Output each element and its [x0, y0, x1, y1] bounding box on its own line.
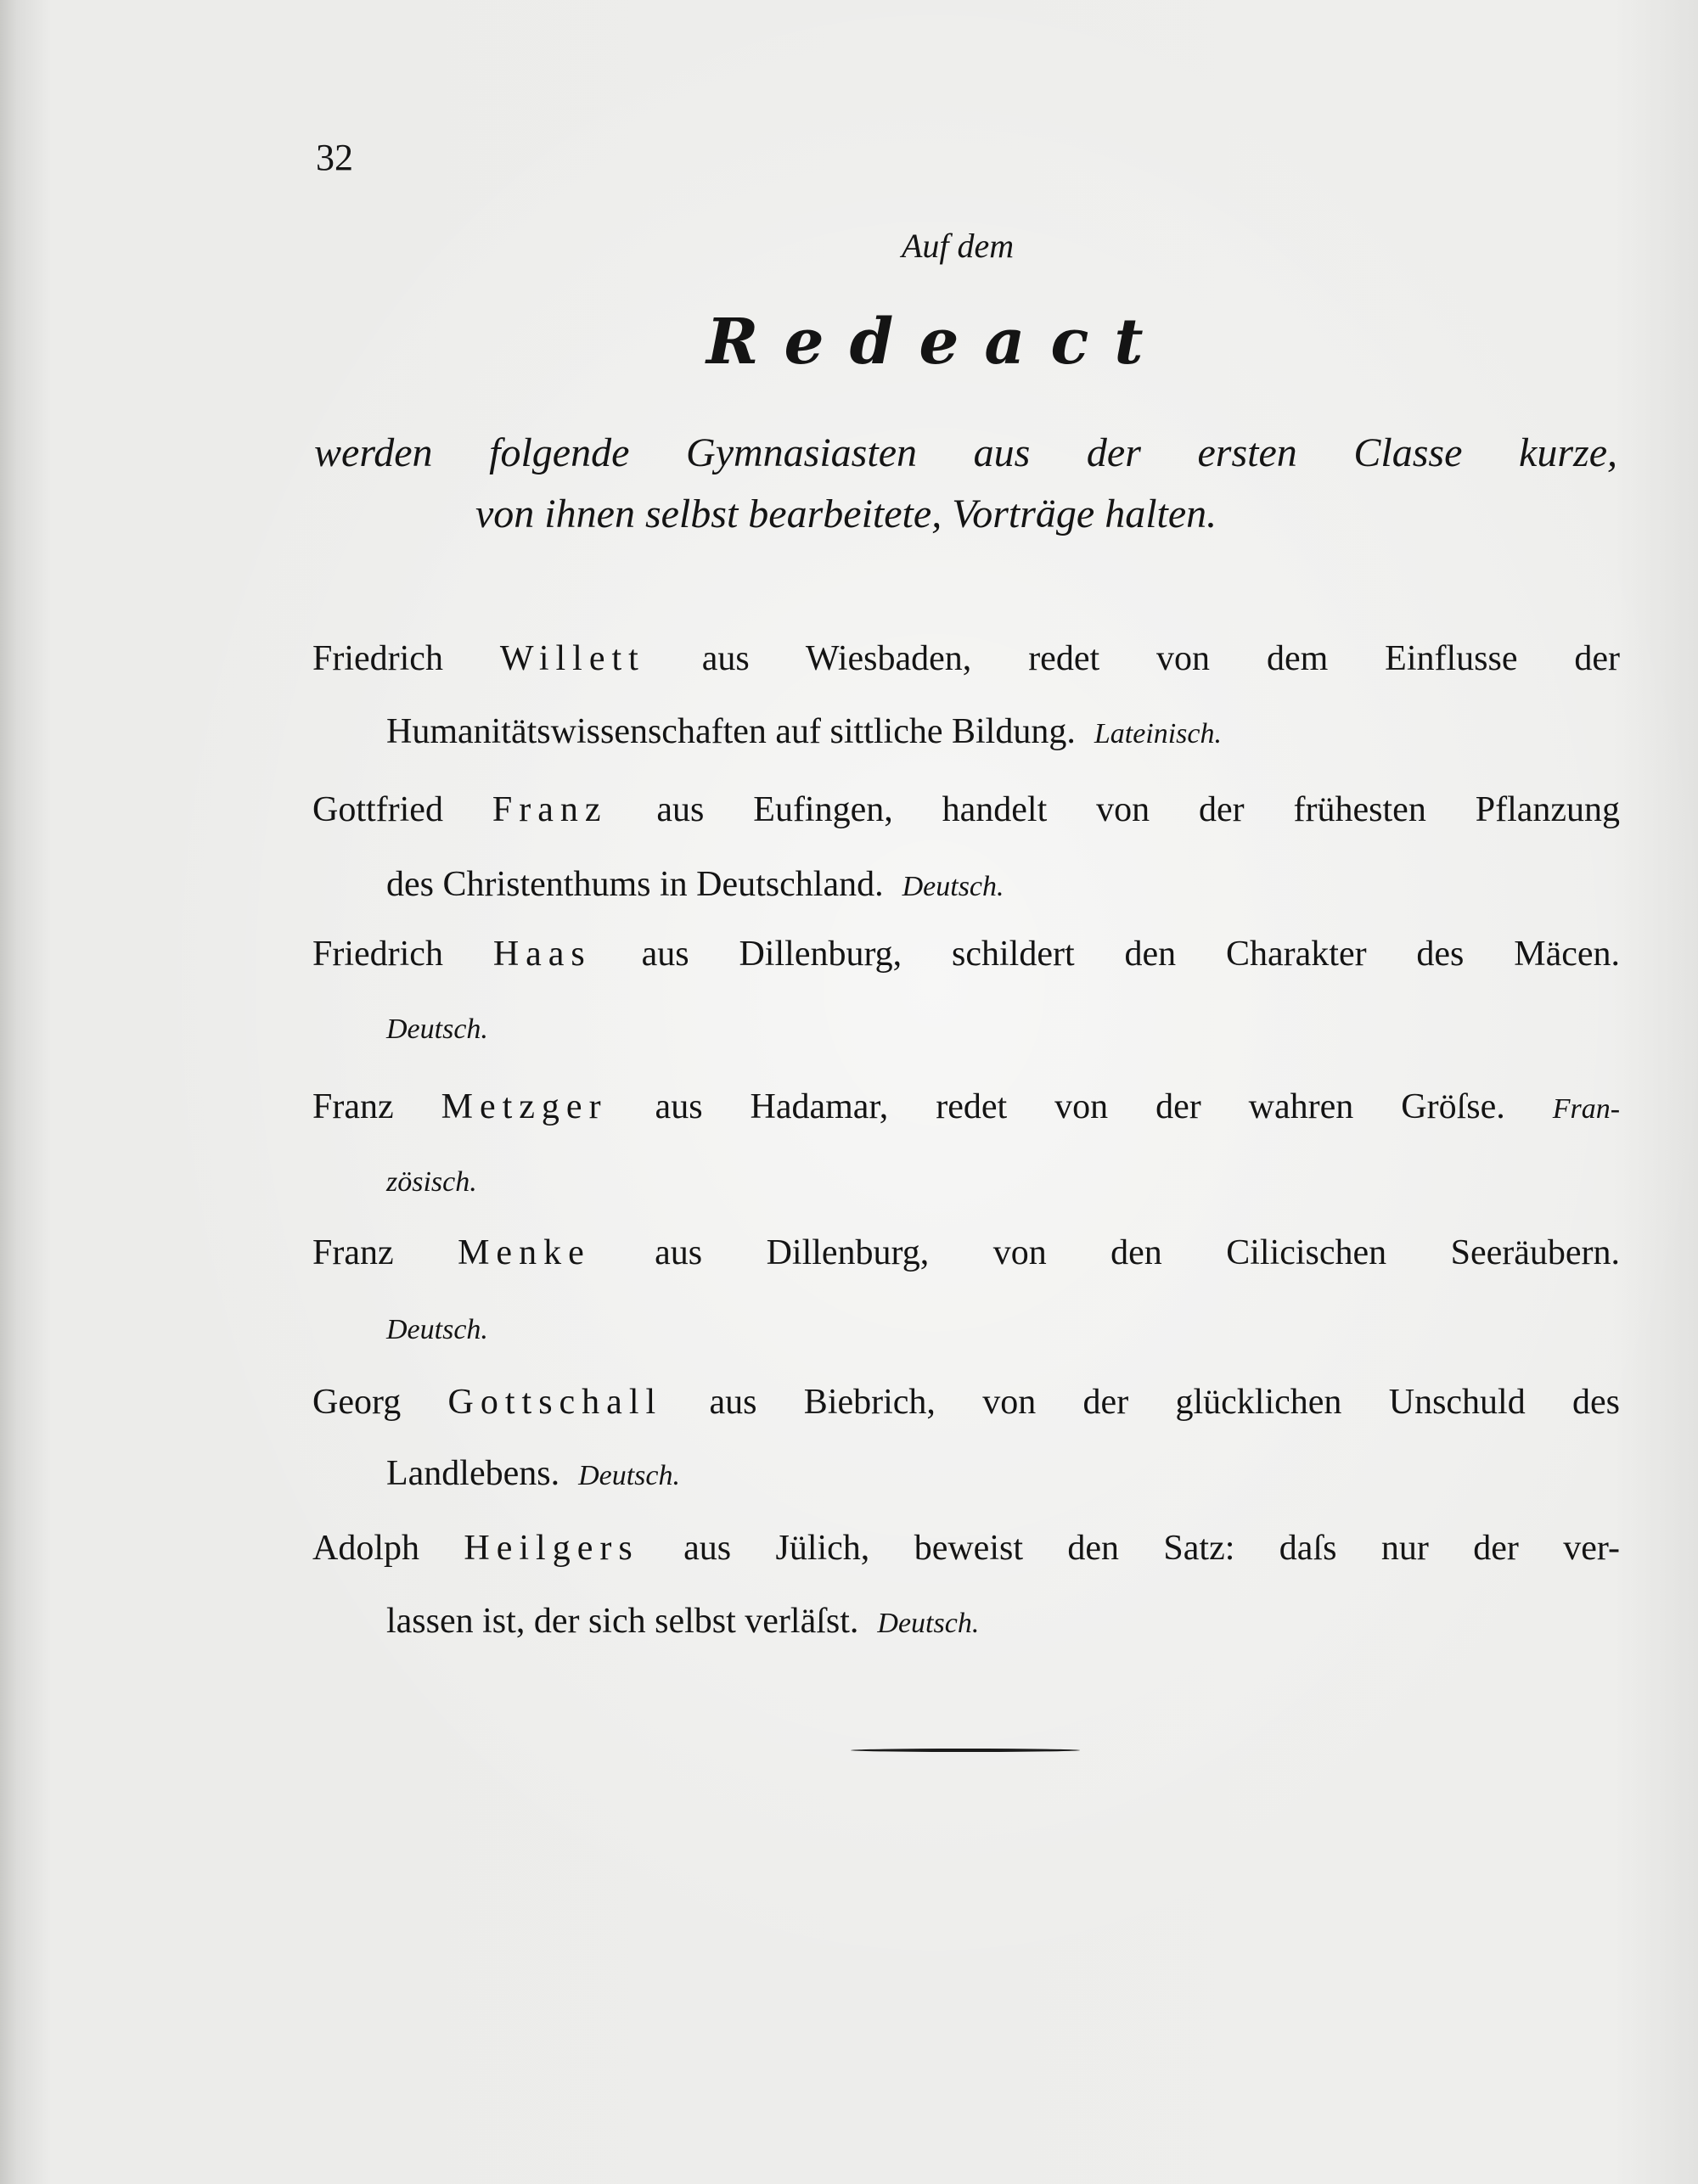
entry-first-name: Franz	[312, 1233, 394, 1272]
closing-rule	[851, 1749, 1080, 1752]
entry-2-line-1	[312, 789, 1620, 830]
entry-4-line-1	[312, 1086, 1620, 1127]
entry-7-line-2	[386, 1601, 979, 1642]
entry-first-name: Adolph	[312, 1529, 419, 1568]
entry-3-line-1	[312, 934, 1620, 974]
entry-text: lassen ist, der sich selbst verläſst.	[386, 1602, 859, 1641]
heading-title: Redeact	[706, 306, 1169, 379]
entry-text: Landlebens.	[386, 1454, 560, 1493]
entry-first-name: Franz	[312, 1087, 394, 1126]
entry-language-part: Fran-	[1552, 1093, 1621, 1125]
entry-text: aus Jülich, beweist den Satz: daſs nur der ver-	[683, 1529, 1621, 1568]
page-number: 32	[316, 137, 353, 178]
entry-text: aus Eufingen, handelt von der frühesten Pflanzung	[656, 790, 1621, 829]
entry-5-line-1	[312, 1232, 1620, 1273]
entry-surname: Willett	[499, 639, 645, 678]
entry-first-name: Friedrich	[312, 639, 443, 678]
entry-6-line-2	[386, 1453, 680, 1494]
entry-text: aus Dillenburg, schildert den Charakter des Mäcen.	[641, 935, 1621, 974]
intro-line-1: werden folgende Gymnasiasten aus der ersten Classe kurze,	[314, 430, 1617, 475]
entry-text: aus Wiesbaden, redet von dem Einflusse der	[701, 639, 1621, 678]
entry-surname: Heilgers	[464, 1529, 639, 1568]
entry-1-line-2	[386, 711, 1222, 752]
entry-language: zösisch.	[386, 1166, 477, 1198]
entry-surname: Franz	[492, 790, 608, 829]
entry-surname: Gottschall	[447, 1383, 663, 1422]
entry-text: Humanitätswissenschaften auf sittliche Bildung.	[386, 712, 1076, 751]
entry-language: Deutsch.	[386, 1314, 488, 1345]
entry-surname: Haas	[492, 935, 592, 974]
entry-language: Deutsch.	[902, 871, 1004, 902]
entry-text: des Christenthums in Deutschland.	[386, 865, 884, 904]
entry-language: Lateinisch.	[1094, 718, 1223, 750]
entry-surname: Metzger	[441, 1087, 608, 1126]
entry-4-line-2	[386, 1159, 477, 1200]
entry-7-line-1	[312, 1528, 1620, 1569]
entry-surname: Menke	[458, 1233, 591, 1272]
entry-1-line-1	[312, 638, 1620, 679]
entry-first-name: Friedrich	[312, 935, 443, 974]
entry-text: aus Biebrich, von der glücklichen Unschuld des	[709, 1383, 1621, 1422]
entry-text: aus Dillenburg, von den Cilicischen Seeräubern.	[655, 1233, 1621, 1272]
entry-language: Deutsch.	[578, 1460, 681, 1491]
entry-6-line-1	[312, 1382, 1620, 1423]
entry-text: aus Hadamar, redet von der wahren Gröſse.	[655, 1087, 1505, 1126]
entry-5-line-2	[386, 1307, 488, 1348]
entry-2-line-2	[386, 864, 1004, 905]
heading-pre: Auf dem	[902, 227, 1015, 265]
entry-language: Deutsch.	[386, 1013, 488, 1045]
entry-3-line-2	[386, 1007, 488, 1047]
entry-first-name: Georg	[312, 1383, 402, 1422]
intro-line-2: von ihnen selbst bearbeitete, Vorträge halten.	[475, 491, 1217, 536]
entry-language: Deutsch.	[877, 1608, 980, 1639]
entry-first-name: Gottfried	[312, 790, 443, 829]
